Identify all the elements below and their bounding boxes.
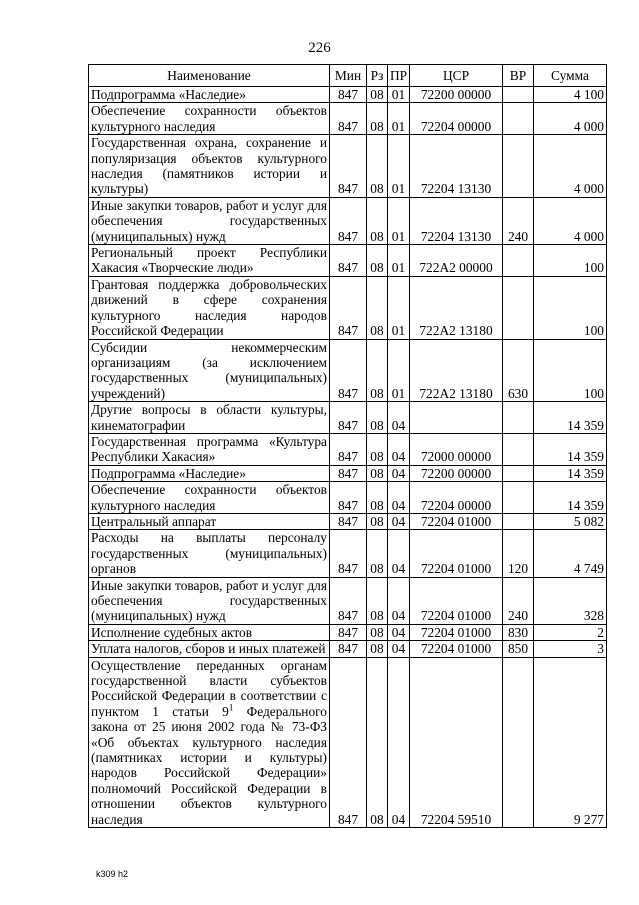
- row-vr: [503, 482, 534, 514]
- row-vr: 120: [503, 530, 534, 577]
- row-pr: 04: [388, 657, 410, 827]
- row-sum: 100: [534, 339, 607, 402]
- row-pr: 04: [388, 624, 410, 640]
- row-pr: 04: [388, 641, 410, 657]
- row-csr: 72204 13130: [410, 197, 503, 244]
- table-row: [89, 465, 607, 481]
- row-rz: 08: [367, 276, 388, 339]
- row-vr: 240: [503, 197, 534, 244]
- table-row: [89, 641, 607, 657]
- table-row: [89, 433, 607, 465]
- row-min: 847: [330, 577, 367, 624]
- row-name: Государственная охрана, сохранение и популяризация объектов культурного наследия (памятников истории и культуры): [89, 135, 330, 198]
- row-sum: 328: [534, 577, 607, 624]
- row-vr: 850: [503, 641, 534, 657]
- row-vr: [503, 433, 534, 465]
- table-row: [89, 513, 607, 529]
- row-csr: 722А2 00000: [410, 245, 503, 277]
- row-pr: 01: [388, 135, 410, 198]
- row-rz: 08: [367, 482, 388, 514]
- header-vr: ВР: [503, 65, 534, 87]
- table-row: [89, 135, 607, 198]
- row-rz: 08: [367, 245, 388, 277]
- row-rz: 08: [367, 402, 388, 434]
- row-min: 847: [330, 657, 367, 827]
- row-pr: 01: [388, 87, 410, 103]
- row-vr: [503, 465, 534, 481]
- row-pr: 01: [388, 339, 410, 402]
- table-row: [89, 657, 607, 827]
- row-vr: [503, 276, 534, 339]
- row-rz: 08: [367, 197, 388, 244]
- row-min: 847: [330, 339, 367, 402]
- table-row: [89, 624, 607, 640]
- table-row: [89, 103, 607, 135]
- row-vr: 830: [503, 624, 534, 640]
- row-pr: 01: [388, 245, 410, 277]
- row-csr: 72204 01000: [410, 530, 503, 577]
- table-header-row: [89, 65, 607, 87]
- row-min: 847: [330, 624, 367, 640]
- row-sum: 4 749: [534, 530, 607, 577]
- header-sum: Сумма: [534, 65, 607, 87]
- row-sum: 14 359: [534, 402, 607, 434]
- row-vr: [503, 245, 534, 277]
- row-min: 847: [330, 513, 367, 529]
- row-min: 847: [330, 465, 367, 481]
- row-name: Грантовая поддержка добровольческих движений в сфере сохранения культурного наследия народов Российской Федерации: [89, 276, 330, 339]
- row-name-text-start: Осуществление переданных органам государственной власти субъектов Российской Федерации в соответствии с пунктом 1 статьи 9: [91, 657, 327, 719]
- row-sum: 4 100: [534, 87, 607, 103]
- row-rz: 08: [367, 577, 388, 624]
- row-name-text-end: Федерального закона от 25 июня 2002 года № 73-ФЗ «Об объектах культурного наследия (памятниках истории и культуры) народов Российской Федерации» полномочий Российской Федерации в отношении объектов культурного наследия: [91, 703, 327, 827]
- row-name: Подпрограмма «Наследие»: [89, 465, 330, 481]
- footer-code: k309 h2: [96, 869, 129, 879]
- row-min: 847: [330, 641, 367, 657]
- row-sum: 100: [534, 245, 607, 277]
- row-csr: 72204 13130: [410, 135, 503, 198]
- row-name: Подпрограмма «Наследие»: [89, 87, 330, 103]
- row-vr: [503, 657, 534, 827]
- table-row: [89, 276, 607, 339]
- row-rz: 08: [367, 513, 388, 529]
- row-min: 847: [330, 482, 367, 514]
- table-row: [89, 245, 607, 277]
- row-name: Обеспечение сохранности объектов культурного наследия: [89, 103, 330, 135]
- row-rz: 08: [367, 657, 388, 827]
- row-pr: 04: [388, 402, 410, 434]
- row-csr: 72204 01000: [410, 513, 503, 529]
- table-row: [89, 402, 607, 434]
- table-row: [89, 530, 607, 577]
- row-min: 847: [330, 197, 367, 244]
- row-min: 847: [330, 276, 367, 339]
- row-pr: 01: [388, 197, 410, 244]
- row-name: Иные закупки товаров, работ и услуг для обеспечения государственных (муниципальных) нужд: [89, 197, 330, 244]
- row-min: 847: [330, 87, 367, 103]
- row-rz: 08: [367, 465, 388, 481]
- row-min: 847: [330, 135, 367, 198]
- row-name: Исполнение судебных актов: [89, 624, 330, 640]
- row-vr: [503, 87, 534, 103]
- row-rz: 08: [367, 641, 388, 657]
- row-vr: [503, 135, 534, 198]
- row-pr: 04: [388, 577, 410, 624]
- row-sum: 9 277: [534, 657, 607, 827]
- row-rz: 08: [367, 530, 388, 577]
- row-min: 847: [330, 433, 367, 465]
- header-csr: ЦСР: [410, 65, 503, 87]
- row-vr: [503, 103, 534, 135]
- row-vr: [503, 513, 534, 529]
- row-min: 847: [330, 103, 367, 135]
- row-pr: 01: [388, 103, 410, 135]
- table-row: [89, 87, 607, 103]
- table-row: [89, 197, 607, 244]
- row-sum: 3: [534, 641, 607, 657]
- row-rz: 08: [367, 339, 388, 402]
- row-pr: 04: [388, 433, 410, 465]
- row-sum: 4 000: [534, 103, 607, 135]
- row-rz: 08: [367, 87, 388, 103]
- row-pr: 04: [388, 465, 410, 481]
- row-min: 847: [330, 530, 367, 577]
- row-csr: 72000 00000: [410, 433, 503, 465]
- row-vr: [503, 402, 534, 434]
- row-name: Обеспечение сохранности объектов культурного наследия: [89, 482, 330, 514]
- row-csr: 72200 00000: [410, 87, 503, 103]
- table-row: [89, 577, 607, 624]
- row-name: Центральный аппарат: [89, 513, 330, 529]
- row-pr: 04: [388, 482, 410, 514]
- header-pr: ПР: [388, 65, 410, 87]
- row-name: Уплата налогов, сборов и иных платежей: [89, 641, 330, 657]
- row-pr: 04: [388, 513, 410, 529]
- footnote-superscript: 1: [228, 702, 234, 713]
- table-row: [89, 482, 607, 514]
- row-csr: 72204 00000: [410, 103, 503, 135]
- budget-table: [88, 64, 607, 828]
- table-row: [89, 339, 607, 402]
- row-csr: 722А2 13180: [410, 276, 503, 339]
- row-name: Другие вопросы в области культуры, кинематографии: [89, 402, 330, 434]
- row-name: Региональный проект Республики Хакасия «Творческие люди»: [89, 245, 330, 277]
- header-rz: Рз: [367, 65, 388, 87]
- row-name: Расходы на выплаты персоналу государственных (муниципальных) органов: [89, 530, 330, 577]
- row-min: 847: [330, 402, 367, 434]
- row-csr: 72204 01000: [410, 624, 503, 640]
- row-csr: 72200 00000: [410, 465, 503, 481]
- row-csr: [410, 402, 503, 434]
- row-sum: 4 000: [534, 197, 607, 244]
- row-rz: 08: [367, 135, 388, 198]
- row-rz: 08: [367, 433, 388, 465]
- row-vr: 630: [503, 339, 534, 402]
- header-name: Наименование: [89, 65, 330, 87]
- row-pr: 04: [388, 530, 410, 577]
- row-csr: 72204 59510: [410, 657, 503, 827]
- row-name: Субсидии некоммерческим организациям (за исключением государственных (муниципальных) учреждений): [89, 339, 330, 402]
- row-csr: 72204 00000: [410, 482, 503, 514]
- row-sum: 100: [534, 276, 607, 339]
- row-csr: 722А2 13180: [410, 339, 503, 402]
- row-csr: 72204 01000: [410, 577, 503, 624]
- row-name: Иные закупки товаров, работ и услуг для обеспечения государственных (муниципальных) нужд: [89, 577, 330, 624]
- row-sum: 5 082: [534, 513, 607, 529]
- row-csr: 72204 01000: [410, 641, 503, 657]
- row-vr: 240: [503, 577, 534, 624]
- row-sum: 14 359: [534, 482, 607, 514]
- row-min: 847: [330, 245, 367, 277]
- row-name: Государственная программа «Культура Республики Хакасия»: [89, 433, 330, 465]
- row-sum: 2: [534, 624, 607, 640]
- header-min: Мин: [330, 65, 367, 87]
- page-number: 226: [308, 40, 331, 56]
- row-sum: 14 359: [534, 465, 607, 481]
- row-name: [89, 657, 330, 827]
- row-pr: 01: [388, 276, 410, 339]
- row-rz: 08: [367, 103, 388, 135]
- row-rz: 08: [367, 624, 388, 640]
- row-sum: 14 359: [534, 433, 607, 465]
- row-sum: 4 000: [534, 135, 607, 198]
